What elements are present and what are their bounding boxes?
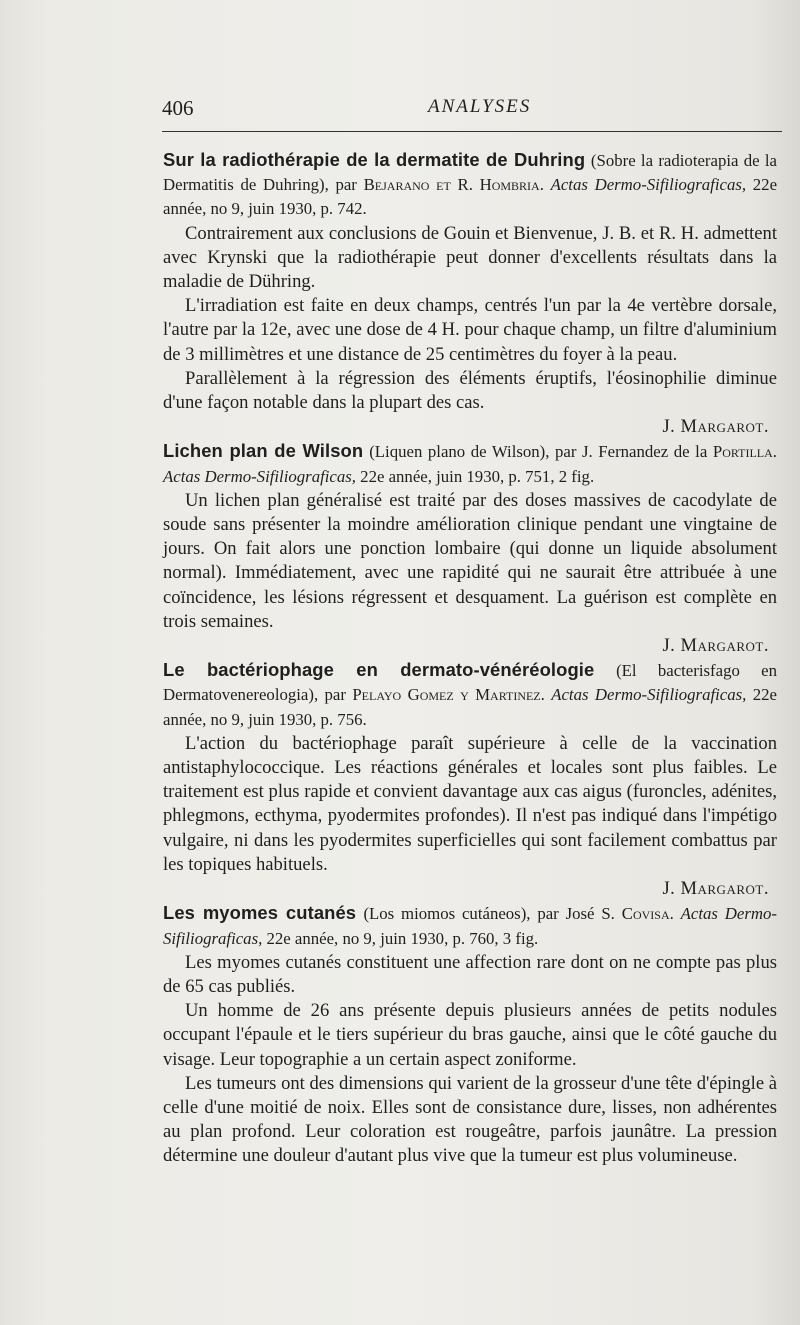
page-content [163, 140, 777, 1169]
paragraph: Un homme de 26 ans présente depuis plusieurs années de petits nodules occupant l'épaule et le tiers supérieur du bras gauche, ainsi que le côté gauche du visage. Leur topographie a un certain aspect zoniforme. [163, 1000, 777, 1070]
journal-name: Actas Dermo-Sifiliograficas, [550, 175, 747, 195]
journal-name: Actas Dermo-Sifiliograficas, [163, 466, 356, 486]
article-reference: (Los miomos cutáneos), par José S. Covisa. Actas Dermo-Sifiliograficas, 22e année, no 9, juin 1930, p. 760, 3 fig. [163, 904, 777, 948]
page-header [162, 96, 782, 124]
paragraph: Parallèlement à la régression des éléments éruptifs, l'éosinophilie diminue d'une façon notable dans la plupart des cas. [163, 367, 777, 414]
paragraph: L'irradiation est faite en deux champs, centrés l'un par la 4e vertèbre dorsale, l'autre par la 12e, avec une dose de 4 H. pour chaque champ, un filtre d'aluminium de 3 millimètres et une distance de 25 centimètres du foyer à la peau. [163, 295, 777, 365]
article-reference: (El bacterisfago en Dermatovenereologia), par Pelayo Gomez y Martinez. Actas Dermo-Sifiliograficas, 22e année, no 9, juin 1930, p. 756. [163, 661, 777, 729]
article-title: Le bactériophage en dermato-vénéréologie [163, 659, 595, 681]
header-rule [162, 131, 782, 132]
paragraph: Un lichen plan généralisé est traité par des doses massives de cacodylate de soude sans présenter la moindre amélioration clinique pendant une vingtaine de jours. On fait alors une ponction lombaire (qui donne un liquide absolument normal). Immédiatement, avec une rapidité qui ne saurait être attribuée à une coïncidence, les lésions régressent et desquament. La guérison est complète en trois semaines. [163, 489, 777, 632]
signature: J. Margarot. [662, 635, 769, 657]
article-reference: (Sobre la radioterapia de la Dermatitis de Duhring), par Bejarano et R. Hombria. Actas Dermo-Sifiliograficas, 22e année, no 9, juin 1930, p. 742. [163, 151, 778, 219]
article-heading [163, 148, 777, 222]
signature: J. Margarot. [662, 878, 769, 900]
paragraph: Les myomes cutanés constituent une affection rare dont on ne compte pas plus de 65 cas publiés. [163, 951, 777, 997]
paragraph: Contrairement aux conclusions de Gouin et Bienvenue, J. B. et R. H. admettent avec Krynski que la radiothérapie peut donner d'excellents résultats dans la maladie de Dühring. [163, 222, 777, 293]
article-heading [163, 901, 777, 950]
paragraph: L'action du bactériophage paraît supérieure à celle de la vaccination antistaphylococcique. Les réactions générales et locales sont plus faibles. Le traitement est plus rapide et convient davantage aux cas aigus (furoncles, adénites, phlegmons, ecthyma, pyodermites profondes). Il n'est pas indiqué dans l'impétigo vulgaire, ni dans les pyodermites superficielles qui sont facilement combattus par les topiques habituels. [163, 732, 777, 875]
journal-name: Actas Dermo-Sifiliograficas, [163, 904, 777, 948]
article-authors: Pelayo Gomez y Martinez. [352, 685, 545, 705]
paragraph: Les tumeurs ont des dimensions qui varient de la grosseur d'une tête d'épingle à celle d'une moitié de noix. Elles sont de consistance dure, lisses, non adhérentes au plan profond. Leur coloration est rougeâtre, parfois jaunâtre. La pression détermine une douleur d'autant plus vive que la tumeur est plus volumineuse. [163, 1072, 777, 1167]
running-title: ANALYSES [428, 96, 532, 117]
article-heading [163, 439, 777, 488]
article-title: Sur la radiothérapie de la dermatite de Duhring [163, 149, 586, 170]
article-title: Les myomes cutanés [163, 902, 357, 924]
article-title: Lichen plan de Wilson [163, 440, 364, 462]
journal-name: Actas Dermo-Sifiliograficas, [551, 685, 747, 705]
article-heading [163, 658, 777, 732]
article-authors: Covisa. [621, 904, 674, 924]
signature: J. Margarot. [662, 416, 769, 438]
article-authors: Portilla. [712, 442, 777, 462]
article-authors: Bejarano et R. Hombria. [363, 175, 544, 195]
page-number: 406 [162, 96, 194, 120]
article-reference: (Liquen plano de Wilson), par J. Fernandez de la Portilla. Actas Dermo-Sifiliograficas, 22e année, juin 1930, p. 751, 2 fig. [163, 442, 777, 486]
